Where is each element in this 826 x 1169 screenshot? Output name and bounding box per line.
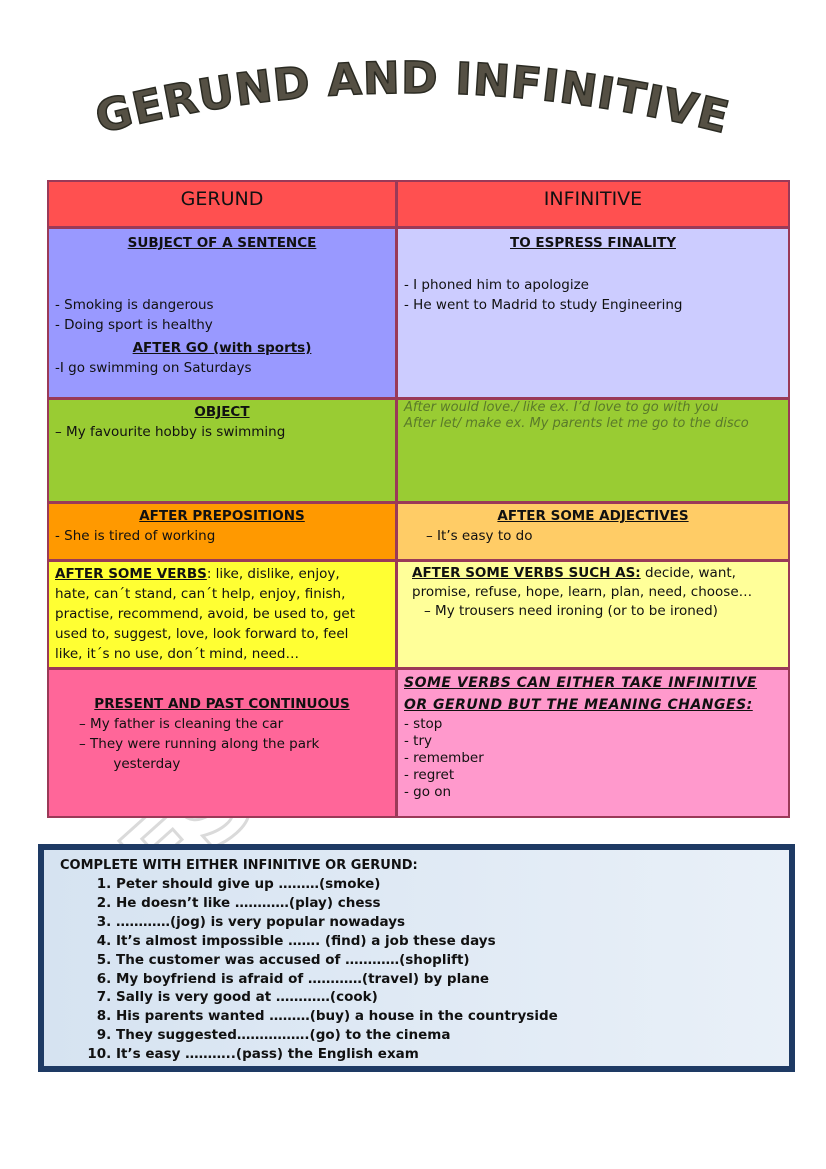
header-gerund — [49, 182, 395, 226]
r2-gerund-line-1: – My favourite hobby is swimming — [55, 424, 286, 440]
r4-gerund-line-3: practise, recommend, avoid, be used to, get — [55, 606, 355, 622]
svg-text:GERUND AND INFINITIVE — [91, 58, 735, 144]
exercise-title: COMPLETE WITH EITHER INFINITIVE OR GERUND: — [60, 858, 418, 873]
cell-r1-infinitive — [398, 229, 788, 397]
r2-gerund-heading: OBJECT — [194, 404, 250, 420]
page-title — [60, 58, 760, 158]
exercise-item: 7. Sally is very good at …………(cook) — [116, 988, 779, 1007]
r4-infinitive-line-1: decide, want, — [640, 565, 736, 581]
r5-infinitive-item: - regret — [404, 767, 455, 783]
exercise-item: 2. He doesn’t like …………(play) chess — [116, 894, 779, 913]
cell-r3-gerund — [49, 504, 395, 559]
r5-gerund-heading: PRESENT AND PAST CONTINUOUS — [94, 696, 350, 712]
title-arc — [60, 58, 760, 158]
r5-infinitive-item: - try — [404, 733, 432, 749]
r4-infinitive-line-2: promise, refuse, hope, learn, plan, need, choose… — [412, 584, 753, 600]
cell-r2-infinitive — [398, 400, 788, 501]
r4-gerund-line-4: used to, suggest, love, look forward to, feel — [55, 626, 349, 642]
r1-gerund-line-3: -I go swimming on Saturdays — [55, 360, 252, 376]
cell-r1-gerund — [49, 229, 395, 397]
r4-gerund-line-5: like, it´s no use, don´t mind, need… — [55, 646, 299, 662]
r1-gerund-heading: SUBJECT OF A SENTENCE — [127, 235, 317, 251]
exercise-item: 5. The customer was accused of …………(shoplift) — [116, 951, 779, 970]
r2-infinitive-line-2: After let/ make ex. My parents let me go to the disco — [404, 416, 749, 431]
exercise-item: 10. It’s easy ………..(pass) the English exam — [116, 1045, 779, 1064]
r4-gerund-heading: AFTER SOME VERBS — [55, 566, 207, 582]
exercise-list — [54, 875, 779, 1064]
r3-gerund-line-1: - She is tired of working — [55, 528, 216, 544]
cell-r3-infinitive — [398, 504, 788, 559]
header-infinitive — [398, 182, 788, 226]
exercise-item: 9. They suggested…………….(go) to the cinema — [116, 1026, 779, 1045]
r3-infinitive-line-1: – It’s easy to do — [426, 528, 533, 544]
r4-infinitive-heading: AFTER SOME VERBS SUCH AS: — [412, 565, 641, 581]
r5-infinitive-heading-2: OR GERUND BUT THE MEANING CHANGES: — [404, 697, 753, 713]
header-gerund-label: GERUND — [180, 188, 264, 210]
r1-gerund-line-1: - Smoking is dangerous — [55, 297, 214, 313]
r5-infinitive-item: - go on — [404, 784, 452, 800]
r5-gerund-line-3: yesterday — [79, 756, 181, 772]
r3-gerund-heading: AFTER PREPOSITIONS — [139, 508, 305, 524]
r5-infinitive-item: - stop — [404, 716, 443, 732]
grammar-table — [47, 180, 790, 818]
r5-infinitive-item: - remember — [404, 750, 484, 766]
title-text: GERUND AND INFINITIVE — [90, 58, 735, 144]
r1-infinitive-line-1: - I phoned him to apologize — [404, 277, 589, 293]
r1-gerund-heading-2: AFTER GO (with sports) — [132, 340, 312, 356]
cell-r4-infinitive — [398, 562, 788, 667]
exercise-item: 3. …………(jog) is very popular nowadays — [116, 913, 779, 932]
r1-infinitive-heading: TO ESPRESS FINALITY — [510, 235, 676, 251]
exercise-item: 8. His parents wanted ………(buy) a house in the countryside — [116, 1007, 779, 1026]
header-infinitive-label: INFINITIVE — [543, 188, 643, 210]
r1-infinitive-line-2: - He went to Madrid to study Engineering — [404, 297, 683, 313]
r5-infinitive-heading-1: SOME VERBS CAN EITHER TAKE INFINITIVE — [404, 675, 757, 691]
r5-gerund-line-1: – My father is cleaning the car — [79, 716, 284, 732]
cell-r2-gerund — [49, 400, 395, 501]
r5-gerund-line-2: – They were running along the park — [79, 736, 320, 752]
r4-gerund-line-2: hate, can´t stand, can´t help, enjoy, finish, — [55, 586, 346, 602]
r4-infinitive-line-3: – My trousers need ironing (or to be ironed) — [424, 603, 718, 619]
r4-gerund-line-1: : like, dislike, enjoy, — [206, 566, 340, 582]
r3-infinitive-heading: AFTER SOME ADJECTIVES — [497, 508, 689, 524]
cell-r4-gerund — [49, 562, 395, 667]
exercise-item: 6. My boyfriend is afraid of …………(travel) by plane — [116, 970, 779, 989]
exercise-item: 4. It’s almost impossible ……. (find) a job these days — [116, 932, 779, 951]
exercise-box — [38, 844, 795, 1072]
r1-gerund-line-2: - Doing sport is healthy — [55, 317, 213, 333]
cell-r5-infinitive — [398, 670, 788, 816]
exercise-item: 1. Peter should give up ………(smoke) — [116, 875, 779, 894]
r2-infinitive-line-1: After would love./ like ex. I’d love to go with you — [404, 400, 719, 415]
cell-r5-gerund — [49, 670, 395, 816]
